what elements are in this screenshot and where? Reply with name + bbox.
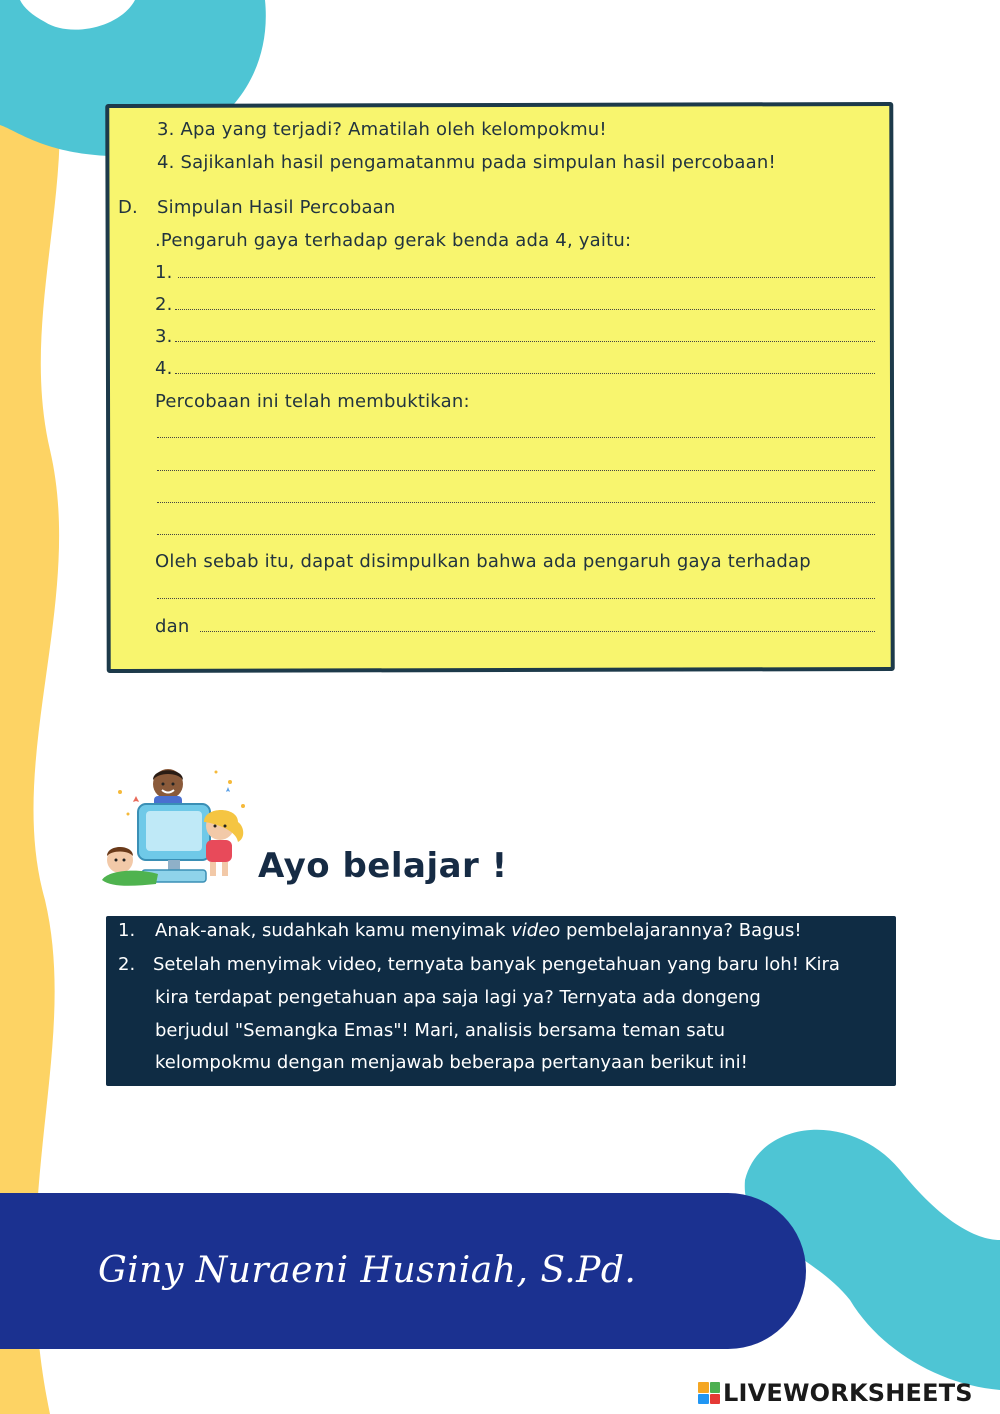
blank-number-4: 4.	[155, 358, 173, 379]
answer-line-2[interactable]	[175, 309, 875, 310]
instruction-1	[155, 920, 802, 941]
proof-line-2[interactable]	[157, 470, 875, 471]
conclusion-text: Oleh sebab itu, dapat disimpulkan bahwa ada pengaruh gaya terhadap	[155, 551, 811, 572]
liveworksheets-brand	[698, 1380, 973, 1406]
blank-number-2: 2.	[155, 294, 173, 315]
proof-line-4[interactable]	[157, 534, 875, 535]
liveworksheets-logo-icon	[698, 1382, 720, 1404]
instruction-1-part-b: pembelajarannya? Bagus!	[560, 920, 802, 941]
section-title: Simpulan Hasil Percobaan	[157, 197, 396, 218]
blank-number-3: 3.	[155, 326, 173, 347]
brand-text: LIVEWORKSHEETS	[723, 1379, 973, 1407]
blank-number-1: 1.	[155, 262, 173, 283]
and-label: dan	[155, 616, 190, 637]
and-line[interactable]	[200, 631, 875, 632]
instruction-1-part-a: Anak-anak, sudahkah kamu menyimak	[155, 920, 512, 941]
kids-computer-illustration	[98, 762, 258, 894]
step-3: 3. Apa yang terjadi? Amatilah oleh kelompokmu!	[157, 119, 607, 140]
answer-line-1[interactable]	[178, 277, 875, 278]
step-4: 4. Sajikanlah hasil pengamatanmu pada simpulan hasil percobaan!	[157, 152, 776, 173]
author-signature: Giny Nuraeni Husniah, S.Pd.	[98, 1250, 637, 1291]
instruction-2-line-2: kira terdapat pengetahuan apa saja lagi ya? Ternyata ada dongeng	[155, 987, 761, 1008]
section-letter: D.	[118, 197, 138, 218]
instruction-number-2: 2.	[118, 954, 136, 975]
answer-line-4[interactable]	[175, 373, 875, 374]
conclusion-box	[105, 102, 894, 673]
instruction-number-1: 1.	[118, 920, 136, 941]
proof-line-1[interactable]	[157, 437, 875, 438]
proof-line-3[interactable]	[157, 502, 875, 503]
conclusion-line[interactable]	[157, 598, 875, 599]
ayo-belajar-heading: Ayo belajar !	[258, 846, 508, 886]
section-intro: .Pengaruh gaya terhadap gerak benda ada 4, yaitu:	[155, 230, 632, 251]
instruction-2-line-3: berjudul "Semangka Emas"! Mari, analisis bersama teman satu	[155, 1020, 726, 1041]
answer-line-3[interactable]	[175, 341, 875, 342]
instruction-1-video-word: video	[511, 920, 561, 941]
instruction-2-line-4: kelompokmu dengan menjawab beberapa pertanyaan berikut ini!	[155, 1052, 748, 1073]
instruction-2-line-1: Setelah menyimak video, ternyata banyak pengetahuan yang baru loh! Kira	[153, 954, 840, 975]
proof-label: Percobaan ini telah membuktikan:	[155, 391, 470, 412]
